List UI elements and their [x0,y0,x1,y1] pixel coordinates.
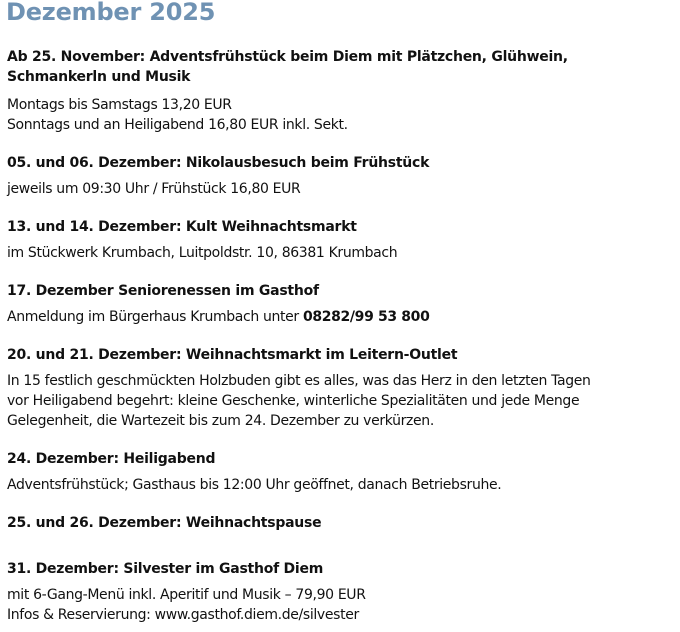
phone-number[interactable]: 08282/99 53 800 [302,309,430,325]
event-details: mit 6-Gang-Menü inkl. Aperitif und Musik – 79,90 EUR Infos & Reservierung: www.gasthof.diem.de/silvester [7,587,366,623]
event-details: Anmeldung im Bürgerhaus Krumbach unter 08282/99 53 800 [7,309,430,325]
event-details: Montags bis Samstags 13,20 EUR Sonntags und an Heiligabend 16,80 EUR inkl. Sekt. [7,97,348,133]
event-heading: 31. Dezember: Silvester im Gasthof Diem [7,561,324,577]
reservation-link[interactable]: www.gasthof.diem.de/silvester [154,607,359,623]
event-heading: 25. und 26. Dezember: Weihnachtspause [7,515,322,531]
event-details: jeweils um 09:30 Uhr / Frühstück 16,80 EUR [7,181,301,197]
event-heading: 13. und 14. Dezember: Kult Weihnachtsmarkt [7,219,357,235]
event-heading: 20. und 21. Dezember: Weihnachtsmarkt im Leitern-Outlet [7,347,458,363]
event-details: Adventsfrühstück; Gasthaus bis 12:00 Uhr geöffnet, danach Betriebsruhe. [7,477,502,493]
event-heading: 24. Dezember: Heiligabend [7,451,216,467]
page-title: Dezember 2025 [6,0,216,26]
event-heading: 05. und 06. Dezember: Nikolausbesuch beim Frühstück [7,155,430,171]
event-heading: 17. Dezember Seniorenessen im Gasthof [7,283,319,299]
event-details: im Stückwerk Krumbach, Luitpoldstr. 10, 86381 Krumbach [7,245,398,261]
event-details: In 15 festlich geschmückten Holzbuden gibt es alles, was das Herz in den letzten Tagen vor Heiligabend begehrt: kleine Geschenke, winterliche Spezialitäten und jede Menge Gelegenheit, die Wartezeit bis zum 24. Dezember zu verkürzen. [7,373,591,429]
event-heading: Ab 25. November: Adventsfrühstück beim Diem mit Plätzchen, Glühwein, Schmankerln und Musik [7,49,568,85]
